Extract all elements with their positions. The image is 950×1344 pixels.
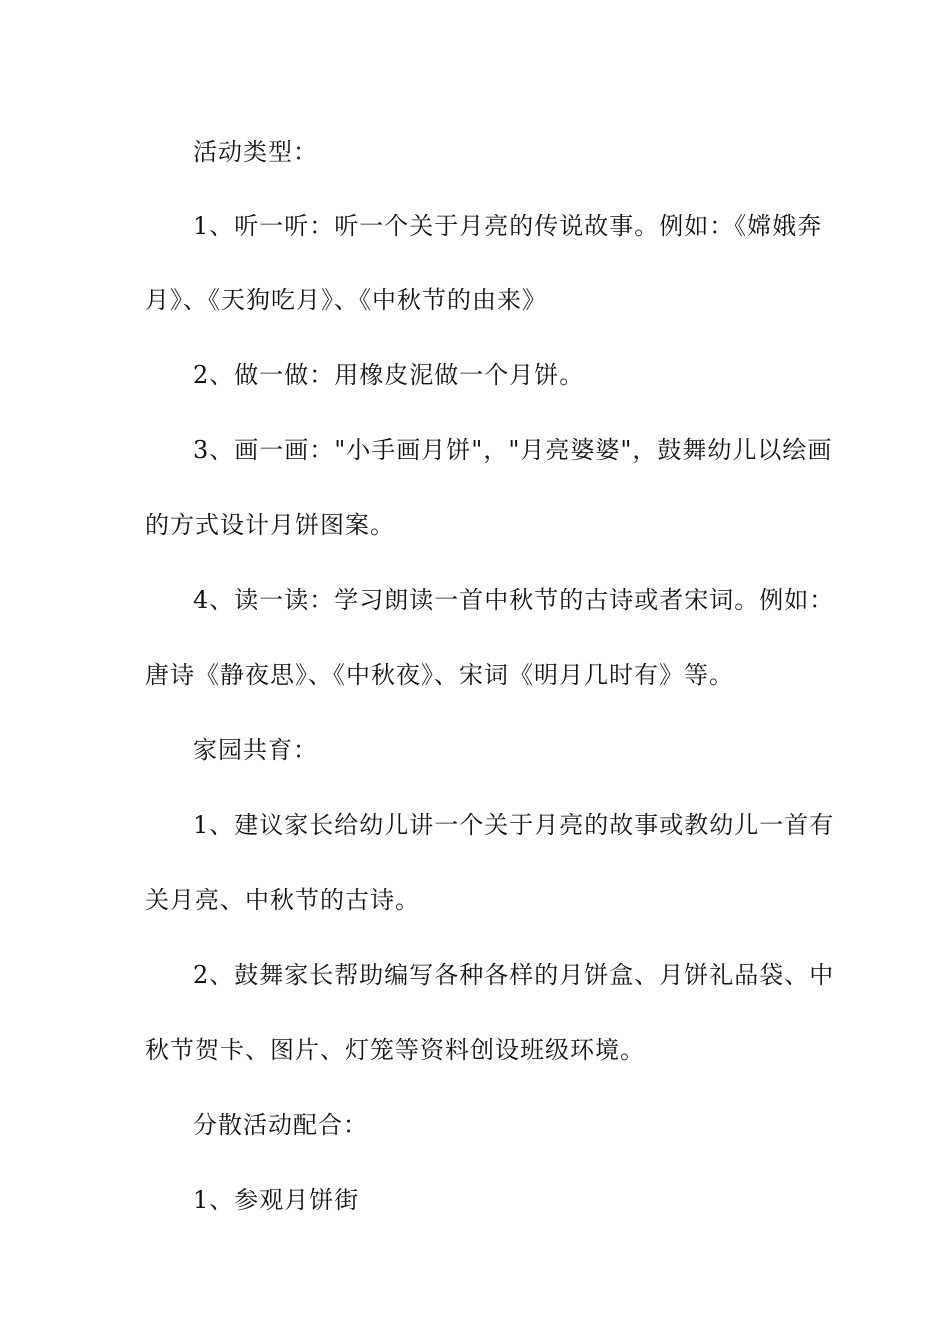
paragraph-line: 关月亮、中秋节的古诗。 [145,886,420,914]
paragraph-line: 4、读一读：学习朗读一首中秋节的古诗或者宋词。例如： [193,586,835,614]
paragraph-line: 1、参观月饼街 [193,1186,360,1214]
paragraph-line: 秋节贺卡、图片、灯笼等资料创设班级环境。 [145,1036,645,1064]
paragraph-line: 3、画一画："小手画月饼"，"月亮婆婆"，鼓舞幼儿以绘画 [193,436,833,464]
section-heading-home-school: 家园共育： [193,736,318,764]
paragraph-line: 月》、《天狗吃月》、《中秋节的由来》 [145,286,547,314]
section-heading-activity-type: 活动类型： [193,138,318,166]
paragraph-line: 1、听一听：听一个关于月亮的传说故事。例如：《嫦娥奔 [193,212,823,240]
section-heading-scattered-activities: 分散活动配合： [193,1111,368,1139]
paragraph-line: 2、鼓舞家长帮助编写各种各样的月饼盒、月饼礼品袋、中 [193,961,835,989]
paragraph-line: 唐诗《静夜思》、《中秋夜》、宋词《明月几时有》等。 [145,661,734,689]
paragraph-line: 的方式设计月饼图案。 [145,511,395,539]
paragraph-line: 1、建议家长给幼儿讲一个关于月亮的故事或教幼儿一首有 [193,811,835,839]
paragraph-line: 2、做一做：用橡皮泥做一个月饼。 [193,361,585,389]
